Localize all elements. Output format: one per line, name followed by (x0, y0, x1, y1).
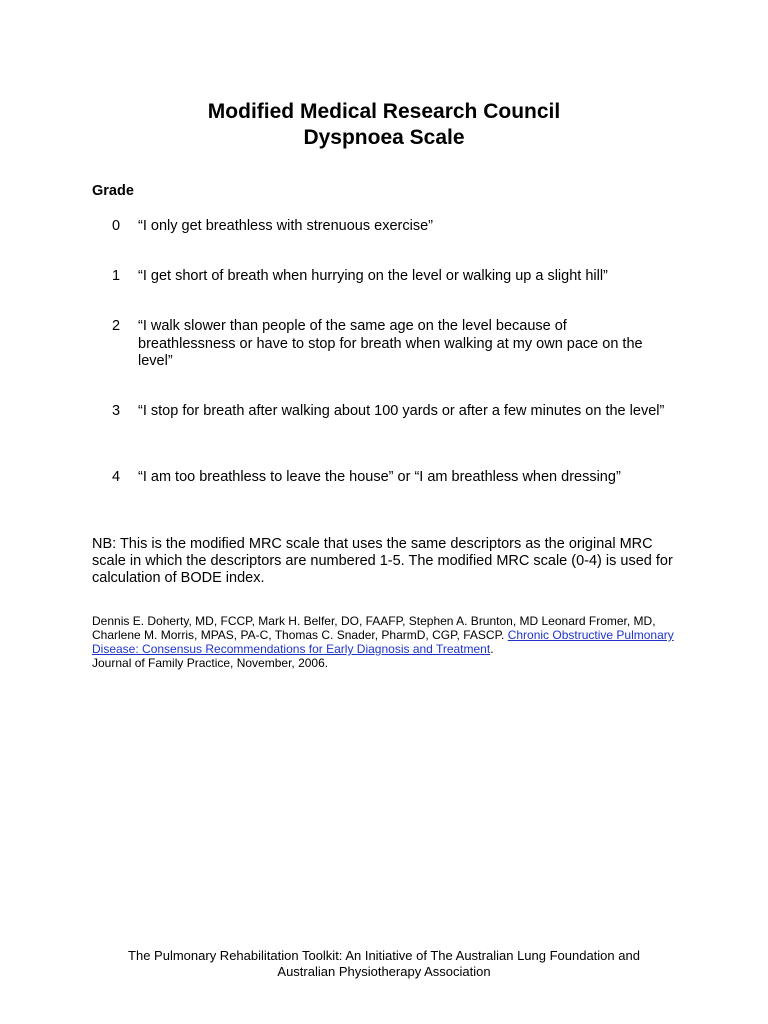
grade-description: “I only get breathless with strenuous exercise” (138, 218, 433, 234)
footer-line-1: The Pulmonary Rehabilitation Toolkit: An Initiative of The Australian Lung Foundation and (128, 948, 640, 963)
grade-heading: Grade (92, 183, 134, 199)
reference-journal: Journal of Family Practice, November, 2006. (92, 656, 329, 670)
page-footer (0, 948, 768, 980)
reference-link[interactable]: Chronic Obstructive Pulmonary Disease: Consensus Recommendations for Early Diagnosis and Treatment (92, 628, 674, 656)
footer-line-2: Australian Physiotherapy Association (277, 964, 491, 979)
reference-period: . (490, 642, 494, 656)
grade-description: “I get short of breath when hurrying on the level or walking up a slight hill” (138, 268, 608, 284)
page-title (0, 99, 768, 151)
grade-description: “I am too breathless to leave the house” or “I am breathless when dressing” (138, 469, 621, 485)
grade-number: 0 (112, 218, 121, 234)
grade-number: 2 (112, 318, 121, 334)
grade-description: “I walk slower than people of the same age on the level because of breathlessness or have to stop for breath when walking at my own pace on the level” (138, 318, 643, 369)
reference-authors: Dennis E. Doherty, MD, FCCP, Mark H. Belfer, DO, FAAFP, Stephen A. Brunton, MD Leonard Fromer, MD, Charlene M. Morris, MPAS, PA-C, Thomas C. Snader, PharmD, CGP, FASCP. (92, 614, 656, 642)
reference-citation (92, 614, 682, 670)
grade-number: 4 (112, 469, 121, 485)
title-line-1: Modified Medical Research Council (207, 100, 561, 123)
nb-note: NB: This is the modified MRC scale that uses the same descriptors as the original MRC scale in which the descriptors are numbered 1-5. The modified MRC scale (0-4) is used for calculation of BODE index. (92, 536, 673, 586)
grade-number: 1 (112, 268, 121, 284)
grade-description: “I stop for breath after walking about 100 yards or after a few minutes on the level” (138, 403, 665, 419)
grade-number: 3 (112, 403, 121, 419)
title-line-2: Dyspnoea Scale (303, 126, 465, 149)
